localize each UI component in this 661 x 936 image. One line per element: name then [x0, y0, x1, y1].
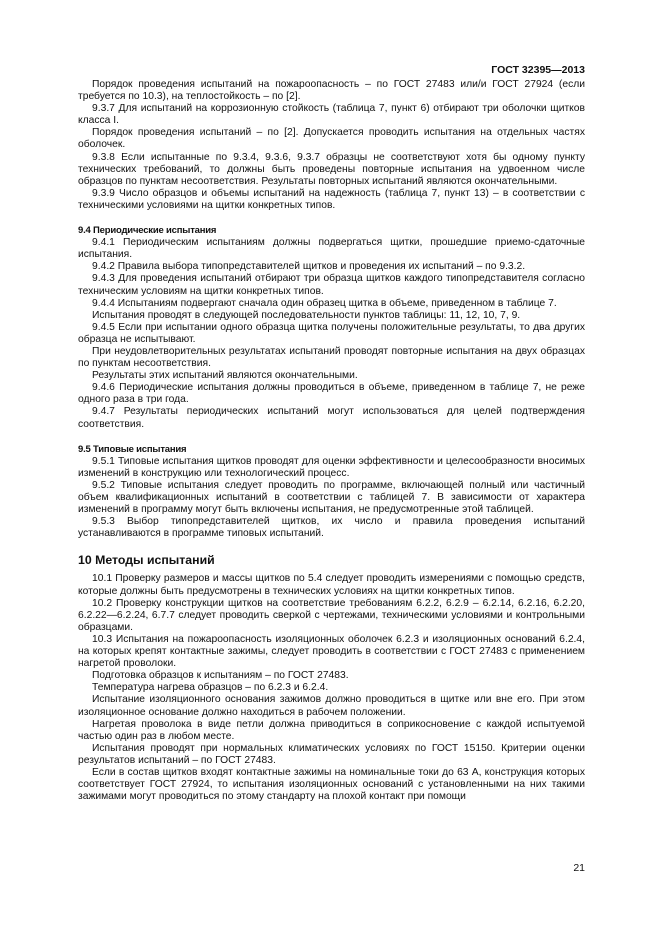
paragraph: 9.4.6 Периодические испытания должны проводиться в объеме, приведенном в таблице 7, не реже одного раза в три года.: [78, 382, 585, 406]
paragraph: Нагретая проволока в виде петли должна приводиться в соприкосновение с каждой испытуемой частью один раз в любом месте.: [78, 718, 585, 742]
paragraph: 9.3.8 Если испытанные по 9.3.4, 9.3.6, 9.3.7 образцы не соответствуют хотя бы одному пункту технических требований, то должны быть проведены повторные испытания на удвоенном числе образцов по пунктам несоответствия. Результаты повторных испытаний являются окончательными.: [78, 151, 585, 187]
paragraph: Температура нагрева образцов – по 6.2.3 и 6.2.4.: [92, 682, 329, 694]
paragraph: Испытание изоляционного основания зажимов должно проводиться в щитке или вне его. При этом изоляционное основание должно находиться в рабочем положении.: [78, 694, 585, 718]
paragraph: 9.3.9 Число образцов и объемы испытаний на надежность (таблица 7, пункт 13) – в соответствии с техническими условиями на щитки конкретных типов.: [78, 187, 585, 211]
paragraph: Испытания проводят при нормальных климатических условиях по ГОСТ 15150. Критерии оценки результатов испытаний – по ГОСТ 27483.: [78, 742, 585, 766]
paragraph: 9.4.4 Испытаниям подвергают сначала один образец щитка в объеме, приведенном в таблице 7.: [92, 297, 557, 309]
paragraph: 10.2 Проверку конструкции щитков на соответствие требованиям 6.2.2, 6.2.9 – 6.2.14, 6.2.16, 6.2.20, 6.2.22—6.2.24, 6.7.7 следует проводить сверкой с чертежами, техническими условиями и контрольными образцами.: [78, 597, 585, 633]
paragraph: Порядок проведения испытаний на пожароопасность – по ГОСТ 27483 или/и ГОСТ 27924 (если требуется по 10.3), на теплостойкость – по [2].: [78, 79, 585, 103]
paragraph: 9.3.7 Для испытаний на коррозионную стойкость (таблица 7, пункт 6) отбирают три оболочки щитков класса I.: [78, 103, 585, 127]
section-heading-9-5: 9.5 Типовые испытания: [78, 443, 187, 455]
paragraph: 9.4.7 Результаты периодических испытаний могут использоваться для целей подтверждения соответствия.: [78, 406, 585, 430]
paragraph: При неудовлетворительных результатах испытаний проводят повторные испытания на двух образцах по пунктам несоответствия.: [78, 345, 585, 370]
page-number: 21: [573, 862, 585, 874]
paragraph: 9.5.2 Типовые испытания следует проводить по программе, включающей полный или частичный объем квалификационных испытаний в соответствии с таблицей 7. В зависимости от характера изменений в программу могут быть включены испытания, не предусмотренные этой таблицей.: [78, 479, 585, 516]
paragraph: 10.1 Проверку размеров и массы щитков по 5.4 следует проводить измерениями с помощью средств, которые должны быть предусмотрены в технических условиях на щитки конкретных типов.: [78, 573, 585, 597]
chapter-heading-10: 10 Методы испытаний: [78, 553, 215, 568]
paragraph: Результаты этих испытаний являются окончательными.: [92, 370, 358, 382]
paragraph: 9.4.3 Для проведения испытаний отбирают три образца щитков каждого типопредставителя согласно техническим условиям на щитки конкретных типов.: [78, 273, 585, 297]
standard-header: ГОСТ 32395—2013: [491, 64, 585, 76]
paragraph: Если в состав щитков входят контактные зажимы на номинальные токи до 63 А, конструкция которых соответствует ГОСТ 27924, то испытания изоляционных оснований с установленными на них такими зажимами могут проводиться по этому стандарту на плохой контакт при помощи: [78, 766, 585, 803]
paragraph: Испытания проводят в следующей последовательности пунктов таблицы: 11, 12, 10, 7, 9.: [92, 309, 521, 321]
paragraph: 9.4.1 Периодическим испытаниям должны подвергаться щитки, прошедшие приемо-сдаточные испытания.: [78, 237, 585, 261]
paragraph: 9.4.5 Если при испытании одного образца щитка получены положительные результаты, то два других образца не испытывают.: [78, 321, 585, 345]
paragraph: Порядок проведения испытаний – по [2]. Допускается проводить испытания на отдельных частях оболочек.: [78, 127, 585, 151]
section-heading-9-4: 9.4 Периодические испытания: [78, 225, 217, 237]
paragraph: Подготовка образцов к испытаниям – по ГОСТ 27483.: [92, 670, 349, 682]
page-content: [78, 79, 585, 803]
paragraph: 10.3 Испытания на пожароопасность изоляционных оболочек 6.2.3 и изоляционных оснований 6.2.4, на которых крепят контактные зажимы, следует проводить в соответствии с ГОСТ 27483 с применением нагретой проволоки.: [78, 633, 585, 670]
paragraph: 9.5.1 Типовые испытания щитков проводят для оценки эффективности и целесообразности вносимых изменений в конструкцию или технологический процесс.: [78, 455, 585, 479]
paragraph: 9.4.2 Правила выбора типопредставителей щитков и проведения их испытаний – по 9.3.2.: [92, 261, 526, 273]
paragraph: 9.5.3 Выбор типопредставителей щитков, их число и правила проведения испытаний устанавливаются в программе типовых испытаний.: [78, 516, 585, 540]
